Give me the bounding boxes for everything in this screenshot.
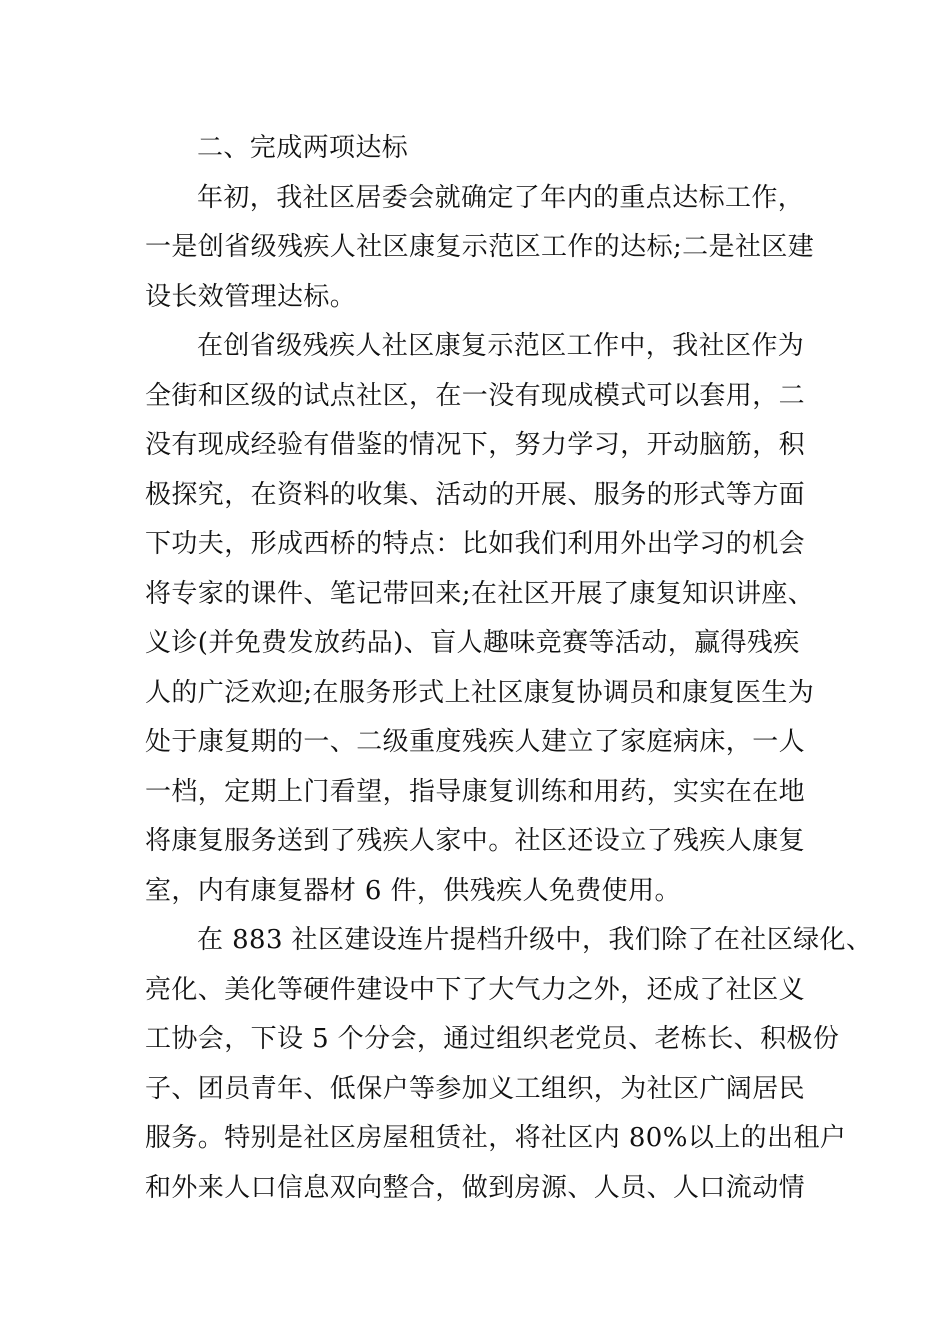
text-line: 一是创省级残疾人社区康复示范区工作的达标;二是社区建 <box>145 232 815 262</box>
text-line: 将康复服务送到了残疾人家中。社区还设立了残疾人康复 <box>145 826 806 856</box>
text-line: 服务。特别是社区房屋租赁社，将社区内 80%以上的出租户 <box>145 1123 847 1153</box>
text-line: 室，内有康复器材 6 件，供残疾人免费使用。 <box>145 875 681 906</box>
text-line: 全街和区级的试点社区，在一没有现成模式可以套用，二 <box>145 380 806 411</box>
section-heading: 二、完成两项达标 <box>197 133 409 163</box>
text-line: 工协会，下设 5 个分会，通过组织老党员、老栋长、积极份 <box>145 1024 840 1054</box>
text-line: 下功夫，形成西桥的特点：比如我们利用外出学习的机会 <box>145 529 806 559</box>
text-line: 在 883 社区建设连片提档升级中，我们除了在社区绿化、 <box>197 925 873 955</box>
text-line: 处于康复期的一、二级重度残疾人建立了家庭病床，一人 <box>145 727 806 757</box>
body-text <box>145 124 873 1213</box>
text-line: 子、团员青年、低保户等参加义工组织，为社区广阔居民 <box>145 1073 806 1104</box>
text-line: 人的广泛欢迎;在服务形式上社区康复协调员和康复医生为 <box>145 677 815 708</box>
text-line: 没有现成经验有借鉴的情况下，努力学习，开动脑筋，积 <box>145 430 806 460</box>
text-line: 将专家的课件、笔记带回来;在社区开展了康复知识讲座、 <box>145 578 815 609</box>
text-line: 年初，我社区居委会就确定了年内的重点达标工作， <box>197 182 805 213</box>
text-line: 极探究，在资料的收集、活动的开展、服务的形式等方面 <box>145 479 806 510</box>
text-line: 在创省级残疾人社区康复示范区工作中，我社区作为 <box>197 331 805 361</box>
text-line: 一档，定期上门看望，指导康复训练和用药，实实在在地 <box>145 776 806 807</box>
text-line: 亮化、美化等硬件建设中下了大气力之外，还成了社区义 <box>145 974 806 1005</box>
text-line: 设长效管理达标。 <box>145 281 357 312</box>
text-line: 和外来人口信息双向整合，做到房源、人员、人口流动情 <box>145 1172 806 1203</box>
text-line: 义诊(并免费发放药品)、盲人趣味竞赛等活动，赢得残疾 <box>145 628 800 658</box>
